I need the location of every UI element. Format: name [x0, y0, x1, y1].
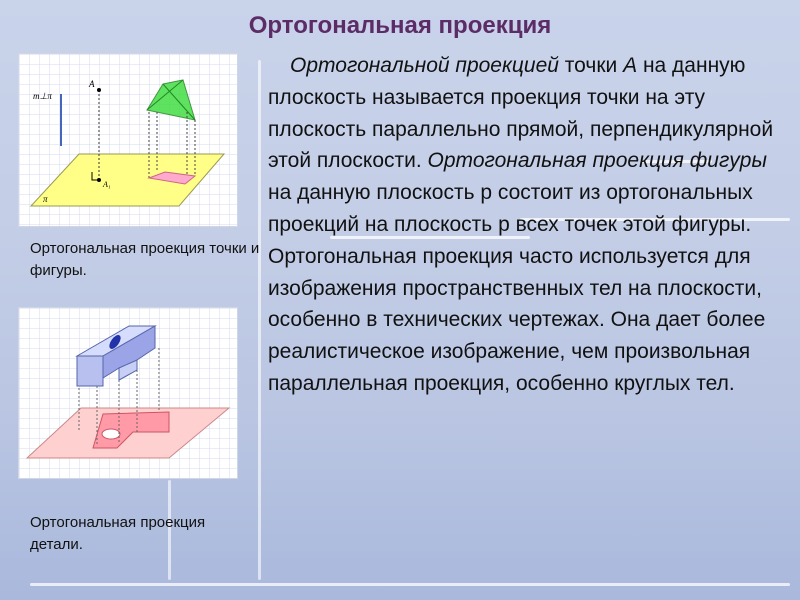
point-projection-diagram	[19, 54, 237, 226]
text-part: точки	[558, 54, 624, 77]
slide-title: Ортогональная проекция	[248, 12, 552, 39]
label-m-perp-pi: m⊥π	[33, 91, 52, 101]
text-part: на данную плоскость p состоит из ортогональных проекций на плоскость p всех точек этой фигуры. Ортогональная проекция часто используется для изображения пространственных тел на плоскости, особенно в технических чертежах. Она дает более реалистическое изображение, чем произвольная параллельная проекция, особенно круглых тел.	[268, 181, 766, 395]
figure-part-projection	[18, 307, 238, 479]
label-a: A	[89, 79, 95, 89]
figure-point-projection	[18, 53, 238, 227]
label-a1: A₁	[103, 180, 111, 189]
solid-front	[77, 356, 103, 386]
decor-line	[30, 583, 790, 586]
point-a-label: А	[623, 54, 638, 77]
point-a	[97, 88, 101, 92]
label-pi: π	[43, 194, 48, 204]
text-part: на данную плоскость называется проекция точки на эту плоскость параллельно прямой, перпендикулярной этой плоскости.	[268, 54, 774, 173]
figure2-caption: Ортогональная проекция детали.	[30, 514, 206, 553]
hole-projection	[102, 429, 120, 439]
decor-line	[258, 60, 261, 580]
definition-text	[268, 50, 788, 400]
term-orthogonal-projection: Ортогональной проекцией	[290, 54, 559, 77]
figure1-caption: Ортогональная проекция точки и фигуры.	[30, 240, 260, 279]
part-projection-diagram	[19, 308, 237, 478]
term-figure-projection: Ортогональная проекция фигуры	[427, 149, 767, 173]
